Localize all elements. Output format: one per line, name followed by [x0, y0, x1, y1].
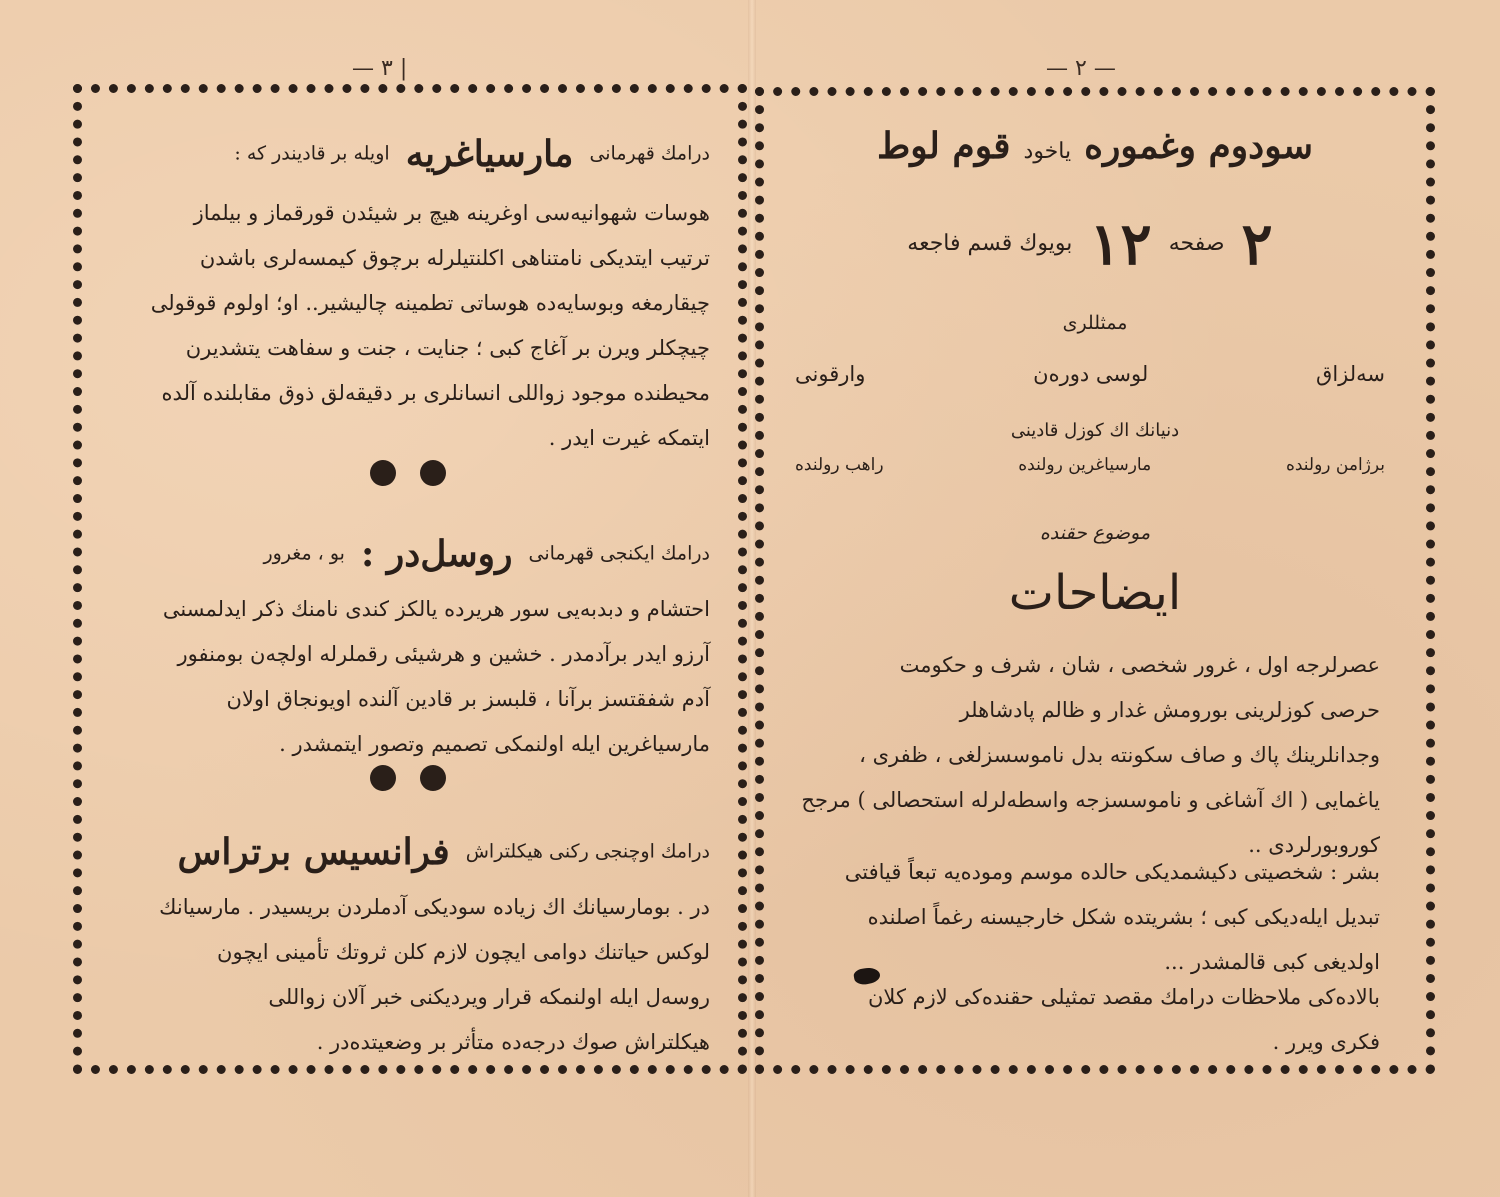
divider-dot	[420, 765, 446, 791]
character-description-2	[100, 587, 710, 767]
explanation-paragraph-3	[795, 975, 1380, 1065]
heading-prefix: درامك اوچنجی رکنی هیکلتراش	[465, 840, 710, 863]
heading-suffix: بو ، مغرور	[263, 542, 345, 565]
explanations-heading: ایضاحات	[1008, 565, 1182, 621]
text-line: یاغمایی ( اك آشاغی و ناموسسزجه واسطه‌لرله استحصالی ) مرجح	[801, 788, 1380, 812]
section-divider-dots-2	[364, 765, 454, 795]
character-heading-2	[100, 530, 710, 579]
cast-name: وارقونی	[795, 362, 866, 386]
title-part-a: سودوم وغموره	[1084, 125, 1313, 167]
character-name: روسل‌در :	[361, 533, 513, 575]
right-page-number: — ٢ —	[1046, 56, 1116, 81]
character-description-3	[100, 885, 710, 1065]
text-line: در . بومارسیانك اك زیاده سودیکی آدملردن بریسیدر . مارسیانك	[159, 894, 710, 919]
character-description-1	[100, 191, 710, 461]
explanation-paragraph-2	[795, 850, 1380, 985]
part-number: ١٢	[1089, 210, 1152, 278]
text-line: چیقارمغه وبوسایه‌ده هوساتی تطمینه چالیشیر.. او؛ اولوم قوقولی	[150, 290, 710, 315]
genre-description: بویوك قسم فاجعه	[907, 231, 1073, 256]
text-line: آرزو ایدر برآدمدر . خشین و هرشیئی رقملرله اولچه‌ن بومنفور	[177, 641, 710, 666]
text-line: چیچکلر ویرن بر آغاج کبی ؛ جنایت ، جنت و سفاهت یتشدیرن	[185, 335, 710, 360]
heading-suffix: اویله بر قادیندر که :	[234, 142, 390, 165]
text-line: ایتمکه غیرت ایدر .	[548, 425, 710, 450]
cast-role: راهب رولنده	[795, 455, 884, 475]
character-name: فرانسیس برتراس	[177, 831, 450, 873]
title-or: یاخود	[1023, 139, 1072, 164]
cast-role: مارسیاغرین رولنده	[1018, 455, 1152, 475]
cast-label: ممثللری	[1062, 312, 1128, 334]
text-line: محیطنده موجود زواللی انسانلری بر دقیقه‌لق ذوق مقابلنده آلده	[161, 380, 710, 405]
character-heading-1	[100, 130, 710, 179]
subject-label: موضوع حقنده	[1039, 522, 1151, 544]
left-page-number: | ٣ —	[352, 56, 408, 81]
text-line: مارسیاغرین ایله اولنمکی تصمیم وتصور ایتمشدر .	[279, 731, 710, 756]
text-line: تبدیل ایله‌دیکی کبی ؛ بشریتده شکل خارجیسنه رغماً اصلنده	[867, 905, 1380, 929]
heading-prefix: درامك ایکنجی قهرمانی	[528, 542, 710, 565]
text-line: آدم شفقتسز برآنا ، قلبسز بر قادین آلنده اویونجاق اولان	[226, 686, 710, 711]
play-title	[790, 125, 1400, 167]
heading-prefix: درامك قهرمانی	[589, 142, 710, 165]
cast-role: برژامن رولنده	[1285, 455, 1385, 475]
text-line: فکری ویرر .	[1272, 1030, 1380, 1054]
text-line: هوسات شهوانیه‌سی اوغرینه هیچ بر شیئدن قورقماز و بیلماز	[193, 200, 710, 225]
character-heading-3	[100, 828, 710, 877]
divider-dot	[370, 765, 396, 791]
cast-names-row	[795, 362, 1385, 386]
text-line: ترتیب ایتدیکی نامتناهی اکلنتیلرله برچوق کیمسه‌لری باشدن	[199, 245, 710, 270]
reel-count: ٢	[1241, 210, 1273, 278]
cast-roles-row	[795, 455, 1385, 475]
text-line: بشر : شخصیتی دکیشمدیکی حالده موسم وموده‌یه تبعاً قیافتی	[844, 860, 1380, 884]
divider-dot	[370, 460, 396, 486]
cast-name: سه‌لزاق	[1316, 362, 1385, 386]
text-line: اولدیغی کبی قالمشدر ...	[1164, 950, 1380, 974]
character-section-2	[100, 530, 710, 767]
character-section-3	[100, 828, 710, 1065]
cast-name: لوسی دوره‌ن	[1033, 362, 1149, 386]
title-part-b: قوم لوط	[877, 125, 1011, 167]
explanation-paragraph-1	[795, 643, 1380, 868]
section-divider-dots-1	[364, 460, 454, 490]
divider-dot	[420, 460, 446, 486]
text-line: هیکلتراش صوك درجه‌ده متأثر بر وضعیتده‌در .	[316, 1029, 710, 1054]
pages-word: صفحه	[1168, 231, 1225, 256]
text-line: حرصی کوزلرینی بورومش غدار و ظالم پادشاهلر	[959, 698, 1380, 722]
text-line: روسه‌ل ایله اولنمکه قرار ویردیکنی خبر آلان زواللی	[268, 984, 710, 1009]
text-line: کوروبورلردی ..	[1248, 833, 1380, 857]
character-section-1	[100, 130, 710, 461]
text-line: عصرلرجه اول ، غرور شخصی ، شان ، شرف و حکومت	[899, 653, 1380, 677]
text-line: وجدانلرینك پاك و صاف سکونته بدل ناموسسزلغی ، ظفری ،	[859, 743, 1380, 767]
text-line: احتشام و دبدبه‌یی سور هریرده یالکز کندی نامنك ذکر ایدلمسنی	[162, 596, 710, 621]
cast-tagline: دنیانك اك کوزل قادینی	[1010, 420, 1180, 441]
text-line: بالاده‌کی ملاحظات درامك مقصد تمثیلی حقنده‌کی لازم کلان	[868, 985, 1380, 1009]
play-subtitle	[790, 210, 1400, 278]
character-name: مارسیاغریه	[405, 133, 574, 175]
text-line: لوکس حیاتنك دوامی ایچون لازم کلن ثروتك تأمینی ایچون	[217, 939, 710, 964]
